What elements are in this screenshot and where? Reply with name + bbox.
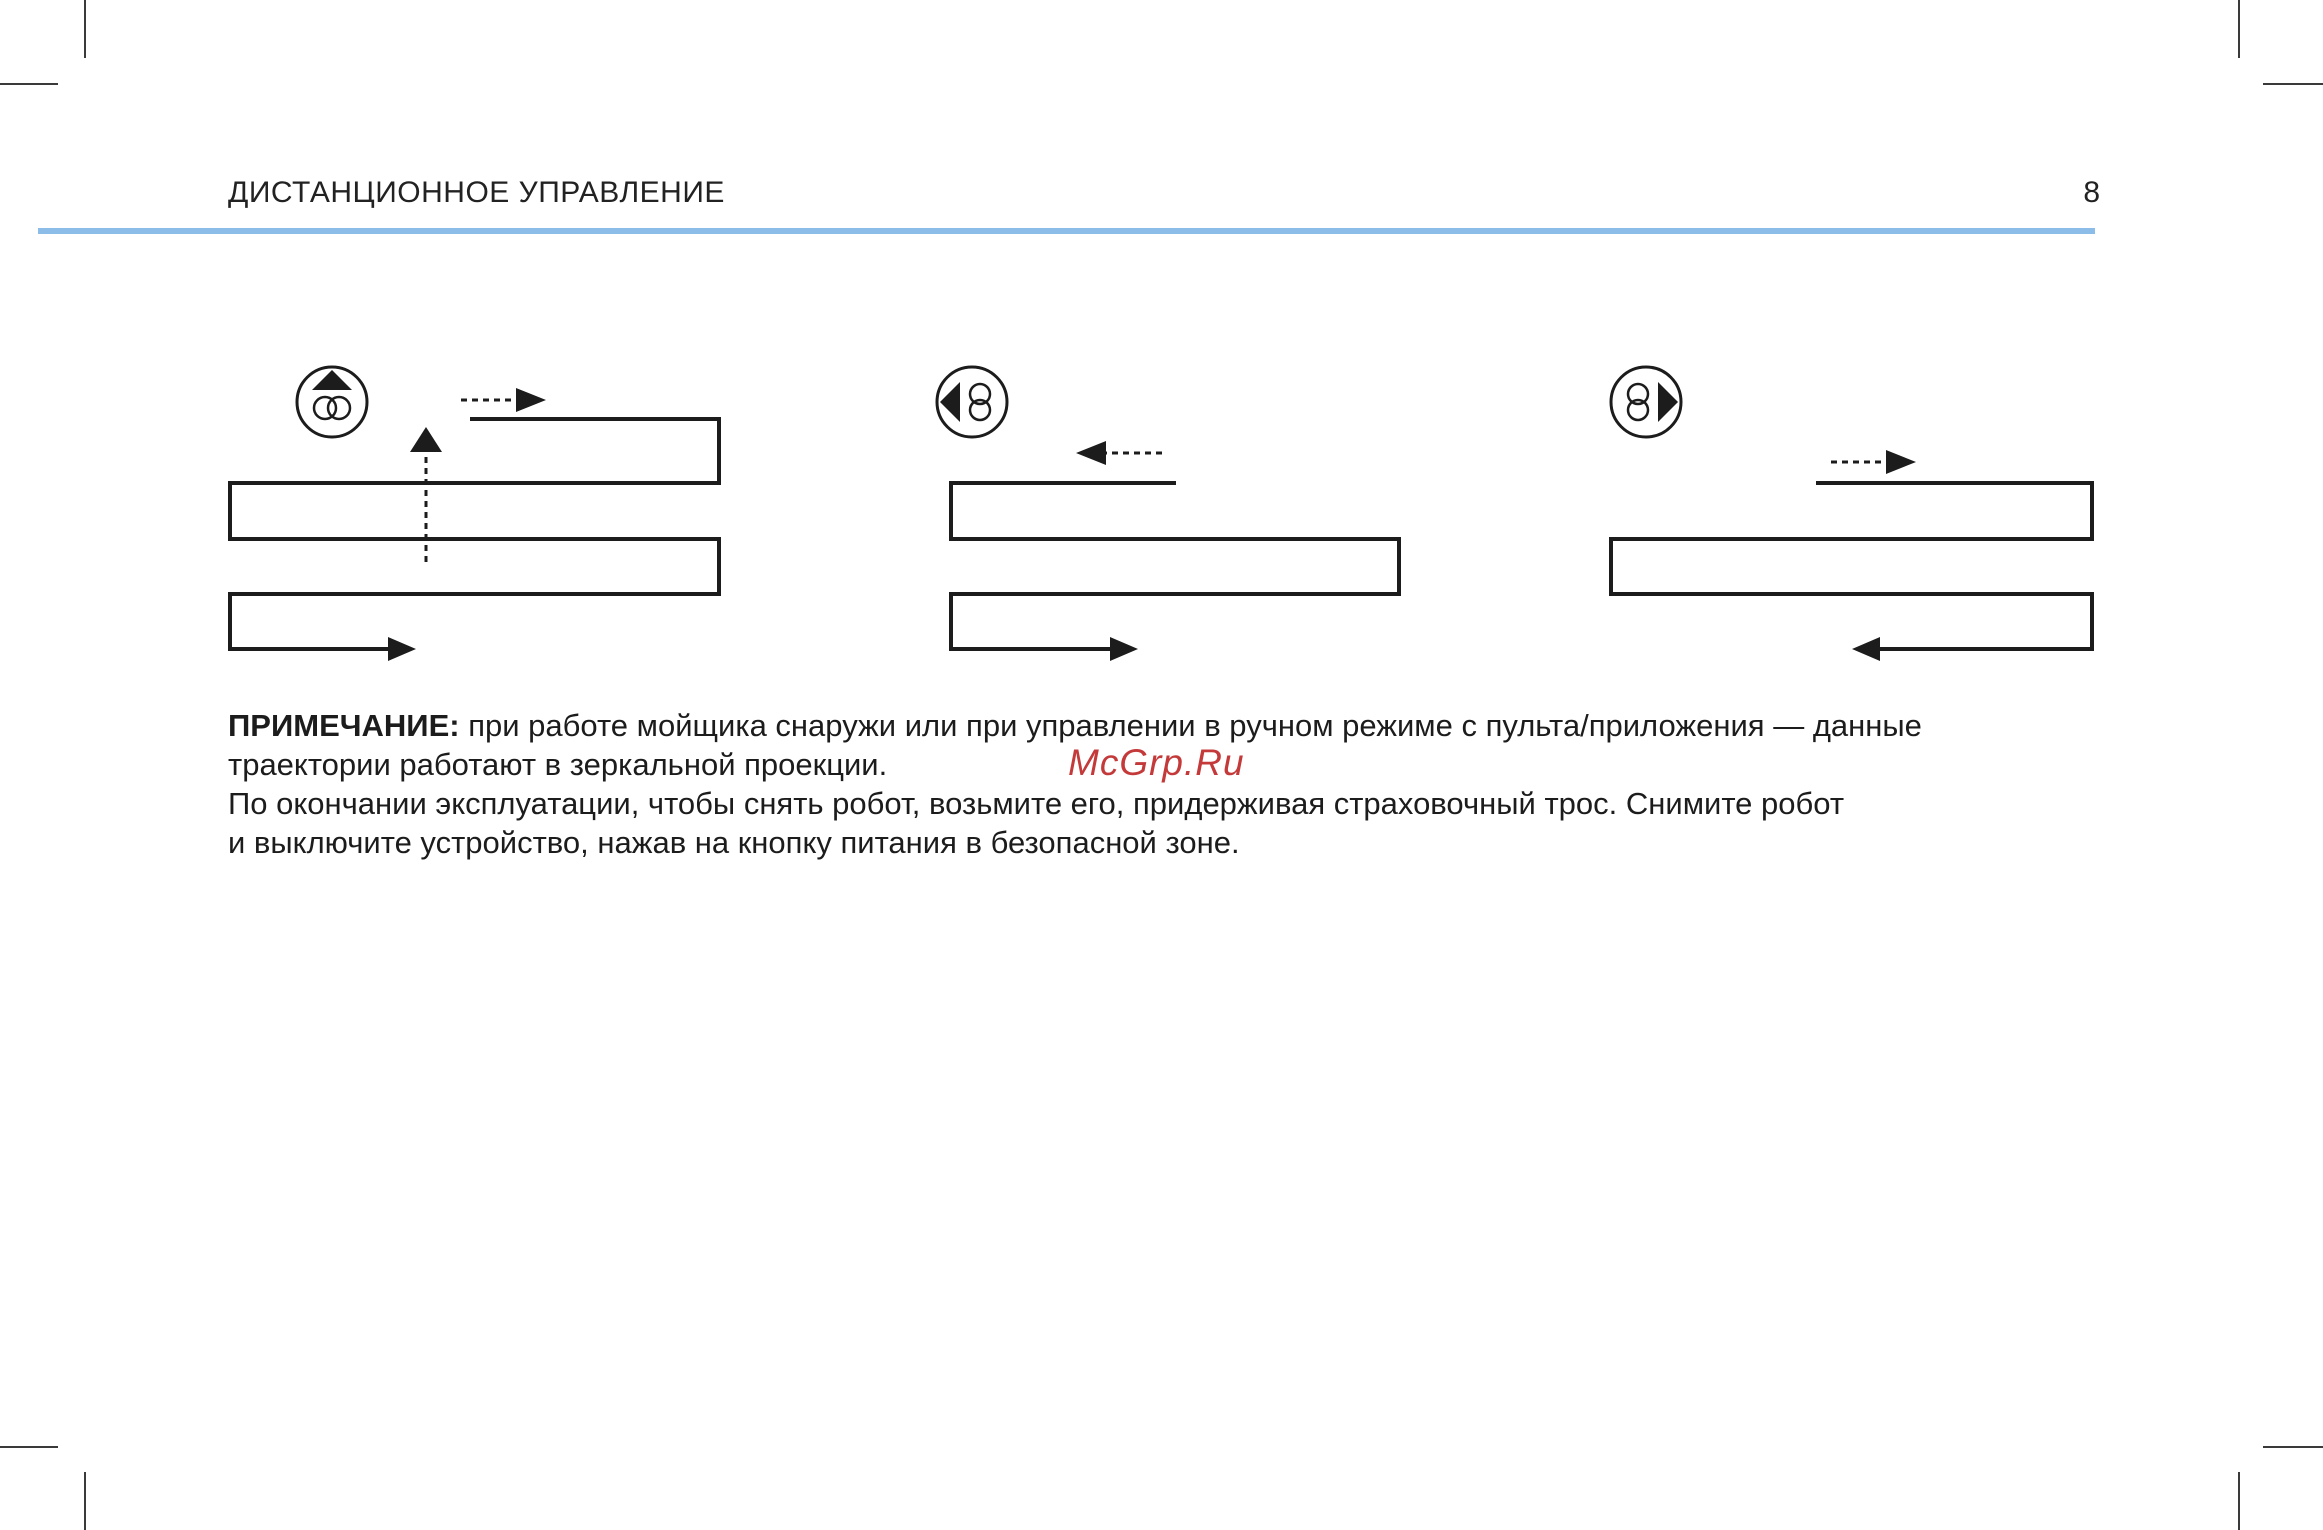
arrow-head-left	[1076, 441, 1106, 465]
note-label: ПРИМЕЧАНИЕ:	[228, 708, 460, 743]
button-arrow-right-icon	[1611, 367, 1681, 437]
trajectory-path	[1611, 483, 2092, 649]
note-block	[228, 706, 2128, 862]
note-line: и выключите устройство, нажав на кнопку питания в безопасной зоне.	[228, 825, 1240, 860]
end-arrow	[388, 637, 416, 661]
crop-mark	[0, 1446, 58, 1448]
page-title: ДИСТАНЦИОННОЕ УПРАВЛЕНИЕ	[228, 176, 725, 209]
trajectory-path	[951, 483, 1399, 649]
diagram-right-mode	[1611, 367, 2092, 661]
crop-mark	[2238, 1472, 2240, 1530]
trajectory-diagrams	[0, 0, 2323, 700]
page-number: 8	[2083, 176, 2100, 209]
diagram-forward-mode	[230, 367, 719, 661]
button-arrow-up-icon	[297, 367, 367, 437]
note-line: По окончании эксплуатации, чтобы снять робот, возьмите его, придерживая страховочный трос. Снимите робот	[228, 786, 1845, 821]
crop-mark	[2263, 1446, 2323, 1448]
arrow-head-up	[410, 427, 442, 452]
crop-mark	[84, 1472, 86, 1530]
watermark: McGrp.Ru	[1068, 742, 1245, 783]
arrow-head-right	[1886, 450, 1916, 474]
note-paragraph	[228, 706, 2128, 745]
end-arrow	[1852, 637, 1880, 661]
diagram-left-mode	[937, 367, 1399, 661]
button-arrow-left-icon	[937, 367, 1007, 437]
arrow-head-right	[516, 388, 546, 412]
note-line: при работе мойщика снаружи или при управлении в ручном режиме с пульта/приложения — данные	[459, 708, 1922, 743]
trajectory-path	[230, 419, 719, 649]
end-arrow	[1110, 637, 1138, 661]
note-line: траектории работают в зеркальной проекции.	[228, 747, 888, 782]
